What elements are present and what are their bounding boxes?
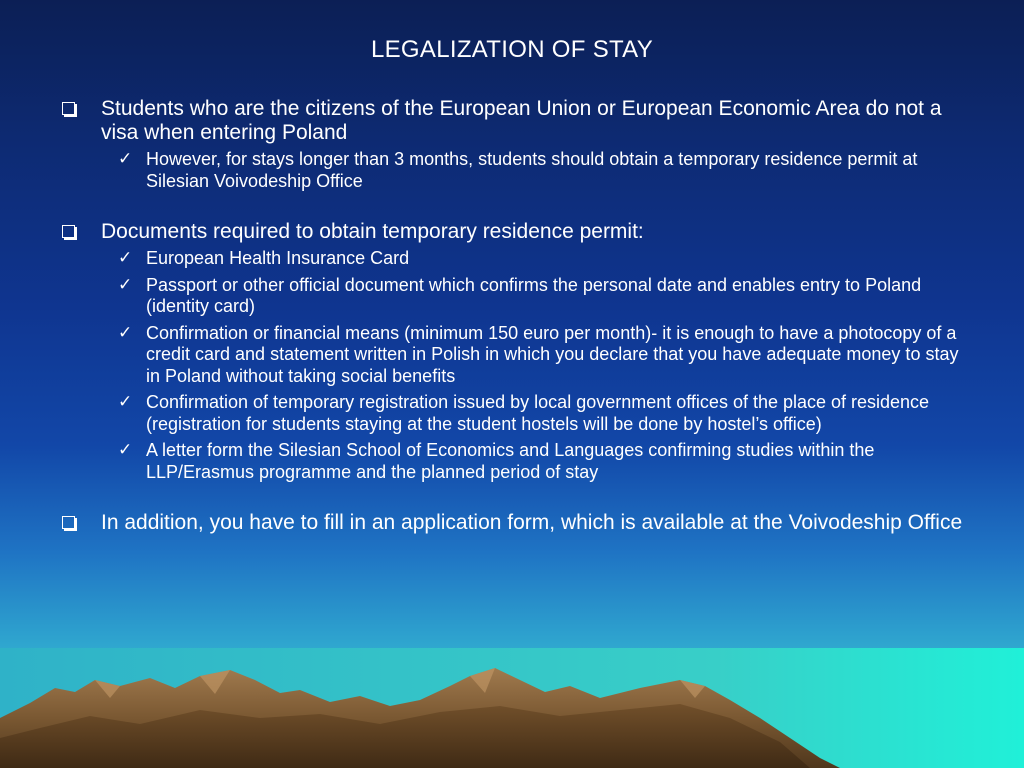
sub-bullet-temporary-permit [101, 149, 972, 192]
checkmark-icon: ✓ [118, 149, 133, 169]
sub-bullet-text: European Health Insurance Card [146, 248, 410, 268]
slide-content [62, 97, 972, 535]
mountain-range-illustration [0, 658, 1024, 768]
checkbox-square-icon [62, 225, 75, 238]
bullet-application-form [62, 511, 972, 535]
checkmark-icon: ✓ [118, 248, 133, 268]
checkmark-icon: ✓ [118, 322, 133, 343]
checkbox-square-icon [62, 516, 75, 529]
bullet-documents [62, 220, 972, 483]
bullet-text: Documents required to obtain temporary residence permit: [101, 220, 644, 243]
checkmark-icon: ✓ [118, 392, 133, 412]
bullet-citizens [62, 97, 972, 192]
sub-bullet-registration [101, 392, 972, 435]
sub-bullet-text: Confirmation of temporary registration issued by local government offices of the place of residence (registration for students staying at the student hostels will be done by hostel’s office) [146, 392, 930, 434]
sub-bullet-health-card [101, 248, 972, 270]
checkmark-icon: ✓ [118, 440, 133, 460]
slide-title: LEGALIZATION OF STAY [370, 36, 654, 63]
bullet-text: Students who are the citizens of the European Union or European Economic Area do not a visa when entering Poland [101, 97, 942, 144]
sub-bullet-list [101, 248, 972, 483]
sub-bullet-passport [101, 275, 972, 318]
bullet-text: In addition, you have to fill in an application form, which is available at the Voivodeship Office [101, 511, 963, 534]
sub-bullet-text: Confirmation or financial means (minimum 150 euro per month)- it is enough to have a photocopy of a credit card and statement written in Polish in which you declare that you have adequate money to stay in Poland without taking social benefits [146, 322, 959, 386]
checkmark-icon: ✓ [118, 274, 133, 295]
checkbox-square-icon [62, 102, 75, 115]
sub-bullet-school-letter [101, 440, 972, 483]
sub-bullet-financial-means [101, 323, 972, 388]
sub-bullet-text: A letter form the Silesian School of Economics and Languages confirming studies within the LLP/Erasmus programme and the planned period of stay [146, 440, 875, 482]
sub-bullet-text: Passport or other official document which confirms the personal date and enables entry to Poland (identity card) [146, 274, 922, 316]
sub-bullet-list [101, 149, 972, 192]
sub-bullet-text: However, for stays longer than 3 months, students should obtain a temporary residence permit at Silesian Voivodeship Office [146, 149, 918, 191]
